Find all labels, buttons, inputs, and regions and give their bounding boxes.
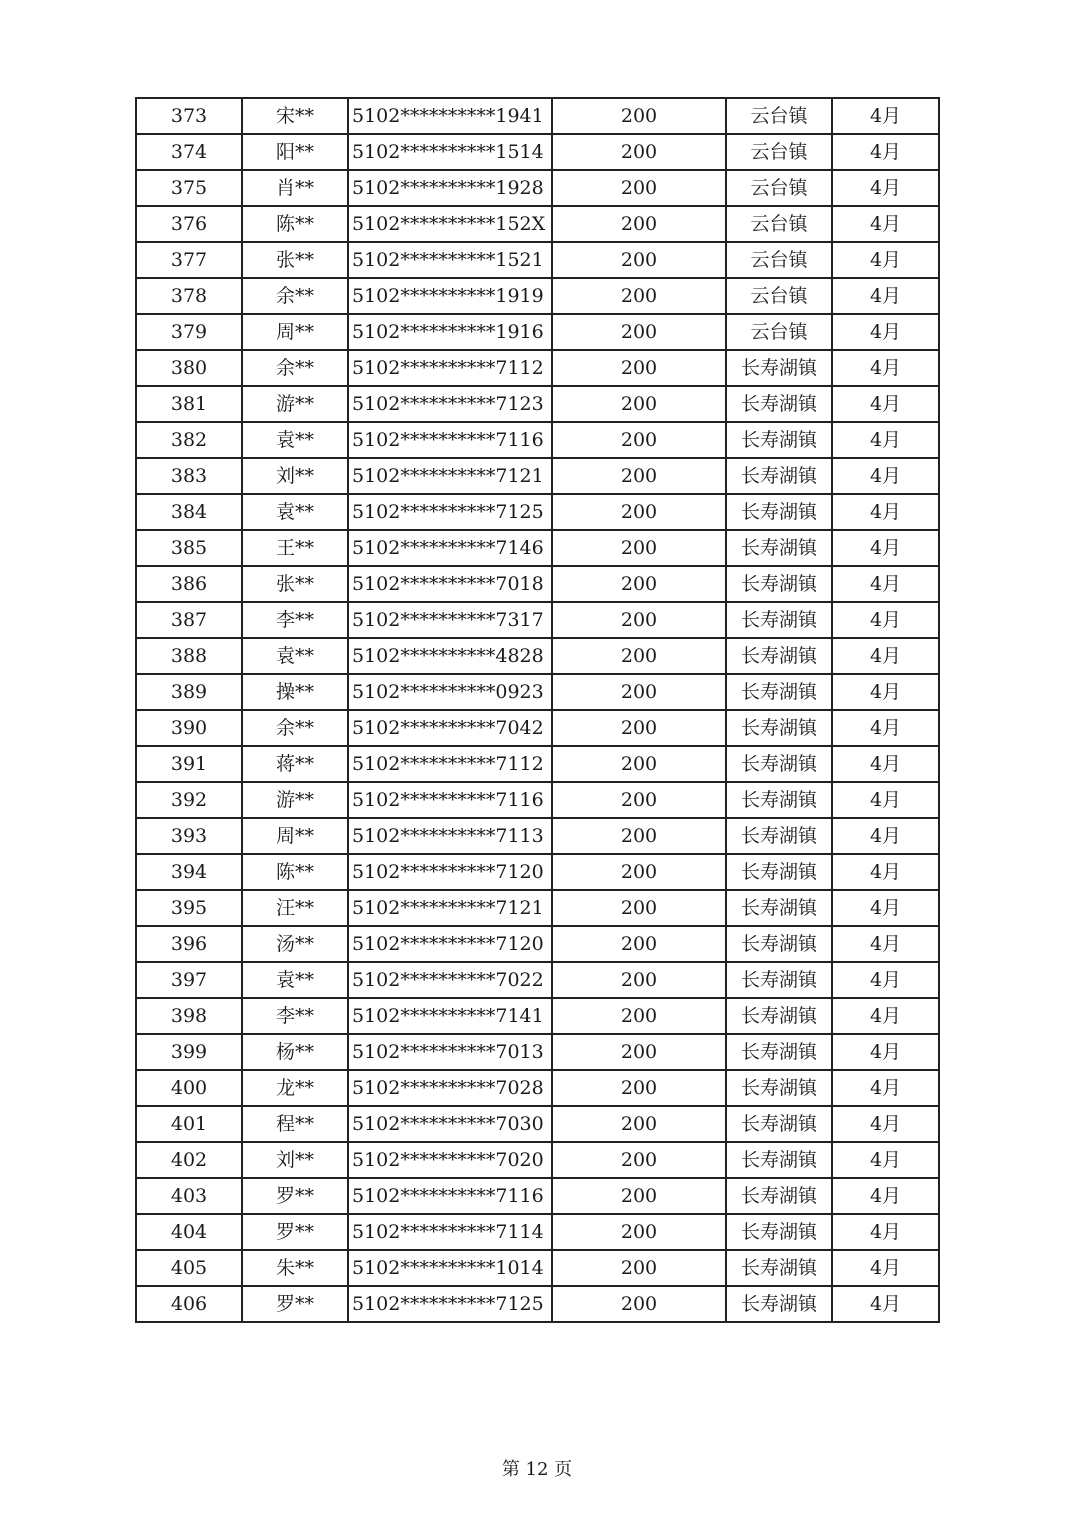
town-cell: 云台镇 bbox=[726, 278, 832, 314]
town-cell: 长寿湖镇 bbox=[726, 998, 832, 1034]
amount-cell: 200 bbox=[552, 1178, 726, 1214]
row-number-cell: 404 bbox=[136, 1214, 242, 1250]
name-cell: 余** bbox=[242, 710, 348, 746]
amount-cell: 200 bbox=[552, 818, 726, 854]
name-cell: 龙** bbox=[242, 1070, 348, 1106]
amount-cell: 200 bbox=[552, 1142, 726, 1178]
name-cell: 汤** bbox=[242, 926, 348, 962]
town-cell: 长寿湖镇 bbox=[726, 1034, 832, 1070]
name-cell: 杨** bbox=[242, 1034, 348, 1070]
name-cell: 李** bbox=[242, 998, 348, 1034]
row-number-cell: 396 bbox=[136, 926, 242, 962]
month-cell: 4月 bbox=[832, 710, 939, 746]
row-number-cell: 395 bbox=[136, 890, 242, 926]
name-cell: 罗** bbox=[242, 1178, 348, 1214]
table-row bbox=[136, 1034, 939, 1070]
table-row bbox=[136, 782, 939, 818]
row-number-cell: 389 bbox=[136, 674, 242, 710]
id-number-cell: 5102**********4828 bbox=[348, 638, 552, 674]
table-row bbox=[136, 818, 939, 854]
name-cell: 游** bbox=[242, 782, 348, 818]
amount-cell: 200 bbox=[552, 710, 726, 746]
row-number-cell: 399 bbox=[136, 1034, 242, 1070]
table-row bbox=[136, 1142, 939, 1178]
amount-cell: 200 bbox=[552, 854, 726, 890]
town-cell: 长寿湖镇 bbox=[726, 530, 832, 566]
month-cell: 4月 bbox=[832, 98, 939, 134]
amount-cell: 200 bbox=[552, 782, 726, 818]
amount-cell: 200 bbox=[552, 602, 726, 638]
name-cell: 游** bbox=[242, 386, 348, 422]
id-number-cell: 5102**********7125 bbox=[348, 494, 552, 530]
town-cell: 长寿湖镇 bbox=[726, 818, 832, 854]
name-cell: 王** bbox=[242, 530, 348, 566]
id-number-cell: 5102**********7114 bbox=[348, 1214, 552, 1250]
amount-cell: 200 bbox=[552, 926, 726, 962]
table-row bbox=[136, 206, 939, 242]
table-row bbox=[136, 854, 939, 890]
month-cell: 4月 bbox=[832, 926, 939, 962]
table-row bbox=[136, 890, 939, 926]
row-number-cell: 382 bbox=[136, 422, 242, 458]
month-cell: 4月 bbox=[832, 1142, 939, 1178]
amount-cell: 200 bbox=[552, 566, 726, 602]
id-number-cell: 5102**********7317 bbox=[348, 602, 552, 638]
id-number-cell: 5102**********7120 bbox=[348, 926, 552, 962]
town-cell: 云台镇 bbox=[726, 206, 832, 242]
row-number-cell: 406 bbox=[136, 1286, 242, 1322]
town-cell: 长寿湖镇 bbox=[726, 1286, 832, 1322]
amount-cell: 200 bbox=[552, 530, 726, 566]
town-cell: 长寿湖镇 bbox=[726, 890, 832, 926]
town-cell: 长寿湖镇 bbox=[726, 494, 832, 530]
row-number-cell: 390 bbox=[136, 710, 242, 746]
name-cell: 陈** bbox=[242, 206, 348, 242]
id-number-cell: 5102**********7018 bbox=[348, 566, 552, 602]
id-number-cell: 5102**********1941 bbox=[348, 98, 552, 134]
town-cell: 长寿湖镇 bbox=[726, 674, 832, 710]
month-cell: 4月 bbox=[832, 1106, 939, 1142]
row-number-cell: 380 bbox=[136, 350, 242, 386]
month-cell: 4月 bbox=[832, 818, 939, 854]
name-cell: 袁** bbox=[242, 638, 348, 674]
month-cell: 4月 bbox=[832, 242, 939, 278]
town-cell: 长寿湖镇 bbox=[726, 1142, 832, 1178]
month-cell: 4月 bbox=[832, 782, 939, 818]
id-number-cell: 5102**********7030 bbox=[348, 1106, 552, 1142]
name-cell: 袁** bbox=[242, 494, 348, 530]
name-cell: 汪** bbox=[242, 890, 348, 926]
month-cell: 4月 bbox=[832, 1070, 939, 1106]
name-cell: 肖** bbox=[242, 170, 348, 206]
month-cell: 4月 bbox=[832, 314, 939, 350]
name-cell: 袁** bbox=[242, 962, 348, 998]
table-row bbox=[136, 1214, 939, 1250]
table-row bbox=[136, 350, 939, 386]
table-row bbox=[136, 602, 939, 638]
row-number-cell: 378 bbox=[136, 278, 242, 314]
name-cell: 李** bbox=[242, 602, 348, 638]
month-cell: 4月 bbox=[832, 602, 939, 638]
town-cell: 云台镇 bbox=[726, 134, 832, 170]
name-cell: 张** bbox=[242, 566, 348, 602]
id-number-cell: 5102**********7112 bbox=[348, 350, 552, 386]
amount-cell: 200 bbox=[552, 1106, 726, 1142]
town-cell: 长寿湖镇 bbox=[726, 1106, 832, 1142]
row-number-cell: 388 bbox=[136, 638, 242, 674]
id-number-cell: 5102**********7113 bbox=[348, 818, 552, 854]
table-row bbox=[136, 566, 939, 602]
amount-cell: 200 bbox=[552, 638, 726, 674]
row-number-cell: 377 bbox=[136, 242, 242, 278]
month-cell: 4月 bbox=[832, 1178, 939, 1214]
amount-cell: 200 bbox=[552, 170, 726, 206]
town-cell: 云台镇 bbox=[726, 242, 832, 278]
name-cell: 余** bbox=[242, 278, 348, 314]
month-cell: 4月 bbox=[832, 170, 939, 206]
town-cell: 长寿湖镇 bbox=[726, 746, 832, 782]
table-row bbox=[136, 458, 939, 494]
table-row bbox=[136, 1178, 939, 1214]
town-cell: 长寿湖镇 bbox=[726, 422, 832, 458]
row-number-cell: 391 bbox=[136, 746, 242, 782]
name-cell: 罗** bbox=[242, 1214, 348, 1250]
id-number-cell: 5102**********1928 bbox=[348, 170, 552, 206]
month-cell: 4月 bbox=[832, 206, 939, 242]
row-number-cell: 386 bbox=[136, 566, 242, 602]
id-number-cell: 5102**********1521 bbox=[348, 242, 552, 278]
amount-cell: 200 bbox=[552, 242, 726, 278]
month-cell: 4月 bbox=[832, 494, 939, 530]
row-number-cell: 374 bbox=[136, 134, 242, 170]
town-cell: 长寿湖镇 bbox=[726, 782, 832, 818]
row-number-cell: 397 bbox=[136, 962, 242, 998]
table-row bbox=[136, 530, 939, 566]
id-number-cell: 5102**********1919 bbox=[348, 278, 552, 314]
month-cell: 4月 bbox=[832, 854, 939, 890]
town-cell: 长寿湖镇 bbox=[726, 566, 832, 602]
table-row bbox=[136, 314, 939, 350]
amount-cell: 200 bbox=[552, 746, 726, 782]
row-number-cell: 405 bbox=[136, 1250, 242, 1286]
name-cell: 操** bbox=[242, 674, 348, 710]
row-number-cell: 403 bbox=[136, 1178, 242, 1214]
town-cell: 长寿湖镇 bbox=[726, 962, 832, 998]
roster-table bbox=[135, 97, 940, 1323]
table-row bbox=[136, 1106, 939, 1142]
table-row bbox=[136, 1070, 939, 1106]
name-cell: 刘** bbox=[242, 1142, 348, 1178]
month-cell: 4月 bbox=[832, 530, 939, 566]
month-cell: 4月 bbox=[832, 1250, 939, 1286]
row-number-cell: 401 bbox=[136, 1106, 242, 1142]
name-cell: 周** bbox=[242, 314, 348, 350]
id-number-cell: 5102**********0923 bbox=[348, 674, 552, 710]
id-number-cell: 5102**********1514 bbox=[348, 134, 552, 170]
id-number-cell: 5102**********1916 bbox=[348, 314, 552, 350]
amount-cell: 200 bbox=[552, 1286, 726, 1322]
table-row bbox=[136, 278, 939, 314]
id-number-cell: 5102**********7123 bbox=[348, 386, 552, 422]
amount-cell: 200 bbox=[552, 422, 726, 458]
table-row bbox=[136, 926, 939, 962]
id-number-cell: 5102**********7125 bbox=[348, 1286, 552, 1322]
row-number-cell: 400 bbox=[136, 1070, 242, 1106]
amount-cell: 200 bbox=[552, 1250, 726, 1286]
town-cell: 长寿湖镇 bbox=[726, 458, 832, 494]
id-number-cell: 5102**********7141 bbox=[348, 998, 552, 1034]
id-number-cell: 5102**********7121 bbox=[348, 458, 552, 494]
town-cell: 长寿湖镇 bbox=[726, 1214, 832, 1250]
table-row bbox=[136, 674, 939, 710]
name-cell: 周** bbox=[242, 818, 348, 854]
name-cell: 罗** bbox=[242, 1286, 348, 1322]
town-cell: 云台镇 bbox=[726, 170, 832, 206]
table-row bbox=[136, 1250, 939, 1286]
town-cell: 长寿湖镇 bbox=[726, 710, 832, 746]
amount-cell: 200 bbox=[552, 314, 726, 350]
amount-cell: 200 bbox=[552, 134, 726, 170]
amount-cell: 200 bbox=[552, 458, 726, 494]
town-cell: 长寿湖镇 bbox=[726, 350, 832, 386]
month-cell: 4月 bbox=[832, 350, 939, 386]
id-number-cell: 5102**********7112 bbox=[348, 746, 552, 782]
row-number-cell: 384 bbox=[136, 494, 242, 530]
name-cell: 程** bbox=[242, 1106, 348, 1142]
table-row bbox=[136, 638, 939, 674]
row-number-cell: 383 bbox=[136, 458, 242, 494]
table-row bbox=[136, 134, 939, 170]
row-number-cell: 373 bbox=[136, 98, 242, 134]
amount-cell: 200 bbox=[552, 1070, 726, 1106]
month-cell: 4月 bbox=[832, 998, 939, 1034]
table-row bbox=[136, 1286, 939, 1322]
amount-cell: 200 bbox=[552, 998, 726, 1034]
id-number-cell: 5102**********7116 bbox=[348, 1178, 552, 1214]
name-cell: 袁** bbox=[242, 422, 348, 458]
row-number-cell: 381 bbox=[136, 386, 242, 422]
table-row bbox=[136, 746, 939, 782]
row-number-cell: 379 bbox=[136, 314, 242, 350]
name-cell: 张** bbox=[242, 242, 348, 278]
month-cell: 4月 bbox=[832, 638, 939, 674]
row-number-cell: 375 bbox=[136, 170, 242, 206]
table-row bbox=[136, 998, 939, 1034]
table-row bbox=[136, 422, 939, 458]
town-cell: 长寿湖镇 bbox=[726, 602, 832, 638]
amount-cell: 200 bbox=[552, 962, 726, 998]
id-number-cell: 5102**********7120 bbox=[348, 854, 552, 890]
name-cell: 阳** bbox=[242, 134, 348, 170]
row-number-cell: 394 bbox=[136, 854, 242, 890]
name-cell: 朱** bbox=[242, 1250, 348, 1286]
month-cell: 4月 bbox=[832, 134, 939, 170]
amount-cell: 200 bbox=[552, 890, 726, 926]
name-cell: 蒋** bbox=[242, 746, 348, 782]
amount-cell: 200 bbox=[552, 1034, 726, 1070]
row-number-cell: 398 bbox=[136, 998, 242, 1034]
month-cell: 4月 bbox=[832, 674, 939, 710]
month-cell: 4月 bbox=[832, 1034, 939, 1070]
table-row bbox=[136, 98, 939, 134]
month-cell: 4月 bbox=[832, 458, 939, 494]
amount-cell: 200 bbox=[552, 98, 726, 134]
town-cell: 云台镇 bbox=[726, 314, 832, 350]
id-number-cell: 5102**********7121 bbox=[348, 890, 552, 926]
month-cell: 4月 bbox=[832, 566, 939, 602]
table-row bbox=[136, 386, 939, 422]
month-cell: 4月 bbox=[832, 422, 939, 458]
table-row bbox=[136, 962, 939, 998]
month-cell: 4月 bbox=[832, 1286, 939, 1322]
id-number-cell: 5102**********7022 bbox=[348, 962, 552, 998]
town-cell: 长寿湖镇 bbox=[726, 854, 832, 890]
town-cell: 云台镇 bbox=[726, 98, 832, 134]
id-number-cell: 5102**********7020 bbox=[348, 1142, 552, 1178]
row-number-cell: 402 bbox=[136, 1142, 242, 1178]
id-number-cell: 5102**********7042 bbox=[348, 710, 552, 746]
id-number-cell: 5102**********7116 bbox=[348, 422, 552, 458]
amount-cell: 200 bbox=[552, 386, 726, 422]
month-cell: 4月 bbox=[832, 278, 939, 314]
town-cell: 长寿湖镇 bbox=[726, 638, 832, 674]
town-cell: 长寿湖镇 bbox=[726, 386, 832, 422]
page-number: 第 12 页 bbox=[501, 1459, 573, 1480]
amount-cell: 200 bbox=[552, 278, 726, 314]
amount-cell: 200 bbox=[552, 350, 726, 386]
town-cell: 长寿湖镇 bbox=[726, 1250, 832, 1286]
table-row bbox=[136, 242, 939, 278]
id-number-cell: 5102**********7028 bbox=[348, 1070, 552, 1106]
name-cell: 余** bbox=[242, 350, 348, 386]
month-cell: 4月 bbox=[832, 890, 939, 926]
row-number-cell: 392 bbox=[136, 782, 242, 818]
name-cell: 陈** bbox=[242, 854, 348, 890]
id-number-cell: 5102**********7146 bbox=[348, 530, 552, 566]
amount-cell: 200 bbox=[552, 1214, 726, 1250]
row-number-cell: 376 bbox=[136, 206, 242, 242]
row-number-cell: 385 bbox=[136, 530, 242, 566]
id-number-cell: 5102**********7116 bbox=[348, 782, 552, 818]
month-cell: 4月 bbox=[832, 386, 939, 422]
month-cell: 4月 bbox=[832, 746, 939, 782]
name-cell: 宋** bbox=[242, 98, 348, 134]
town-cell: 长寿湖镇 bbox=[726, 1178, 832, 1214]
month-cell: 4月 bbox=[832, 1214, 939, 1250]
name-cell: 刘** bbox=[242, 458, 348, 494]
town-cell: 长寿湖镇 bbox=[726, 1070, 832, 1106]
id-number-cell: 5102**********152X bbox=[348, 206, 552, 242]
town-cell: 长寿湖镇 bbox=[726, 926, 832, 962]
id-number-cell: 5102**********7013 bbox=[348, 1034, 552, 1070]
table-row bbox=[136, 710, 939, 746]
roster-table-body bbox=[136, 98, 939, 1322]
table-row bbox=[136, 170, 939, 206]
month-cell: 4月 bbox=[832, 962, 939, 998]
row-number-cell: 393 bbox=[136, 818, 242, 854]
id-number-cell: 5102**********1014 bbox=[348, 1250, 552, 1286]
amount-cell: 200 bbox=[552, 494, 726, 530]
amount-cell: 200 bbox=[552, 674, 726, 710]
table-row bbox=[136, 494, 939, 530]
row-number-cell: 387 bbox=[136, 602, 242, 638]
amount-cell: 200 bbox=[552, 206, 726, 242]
